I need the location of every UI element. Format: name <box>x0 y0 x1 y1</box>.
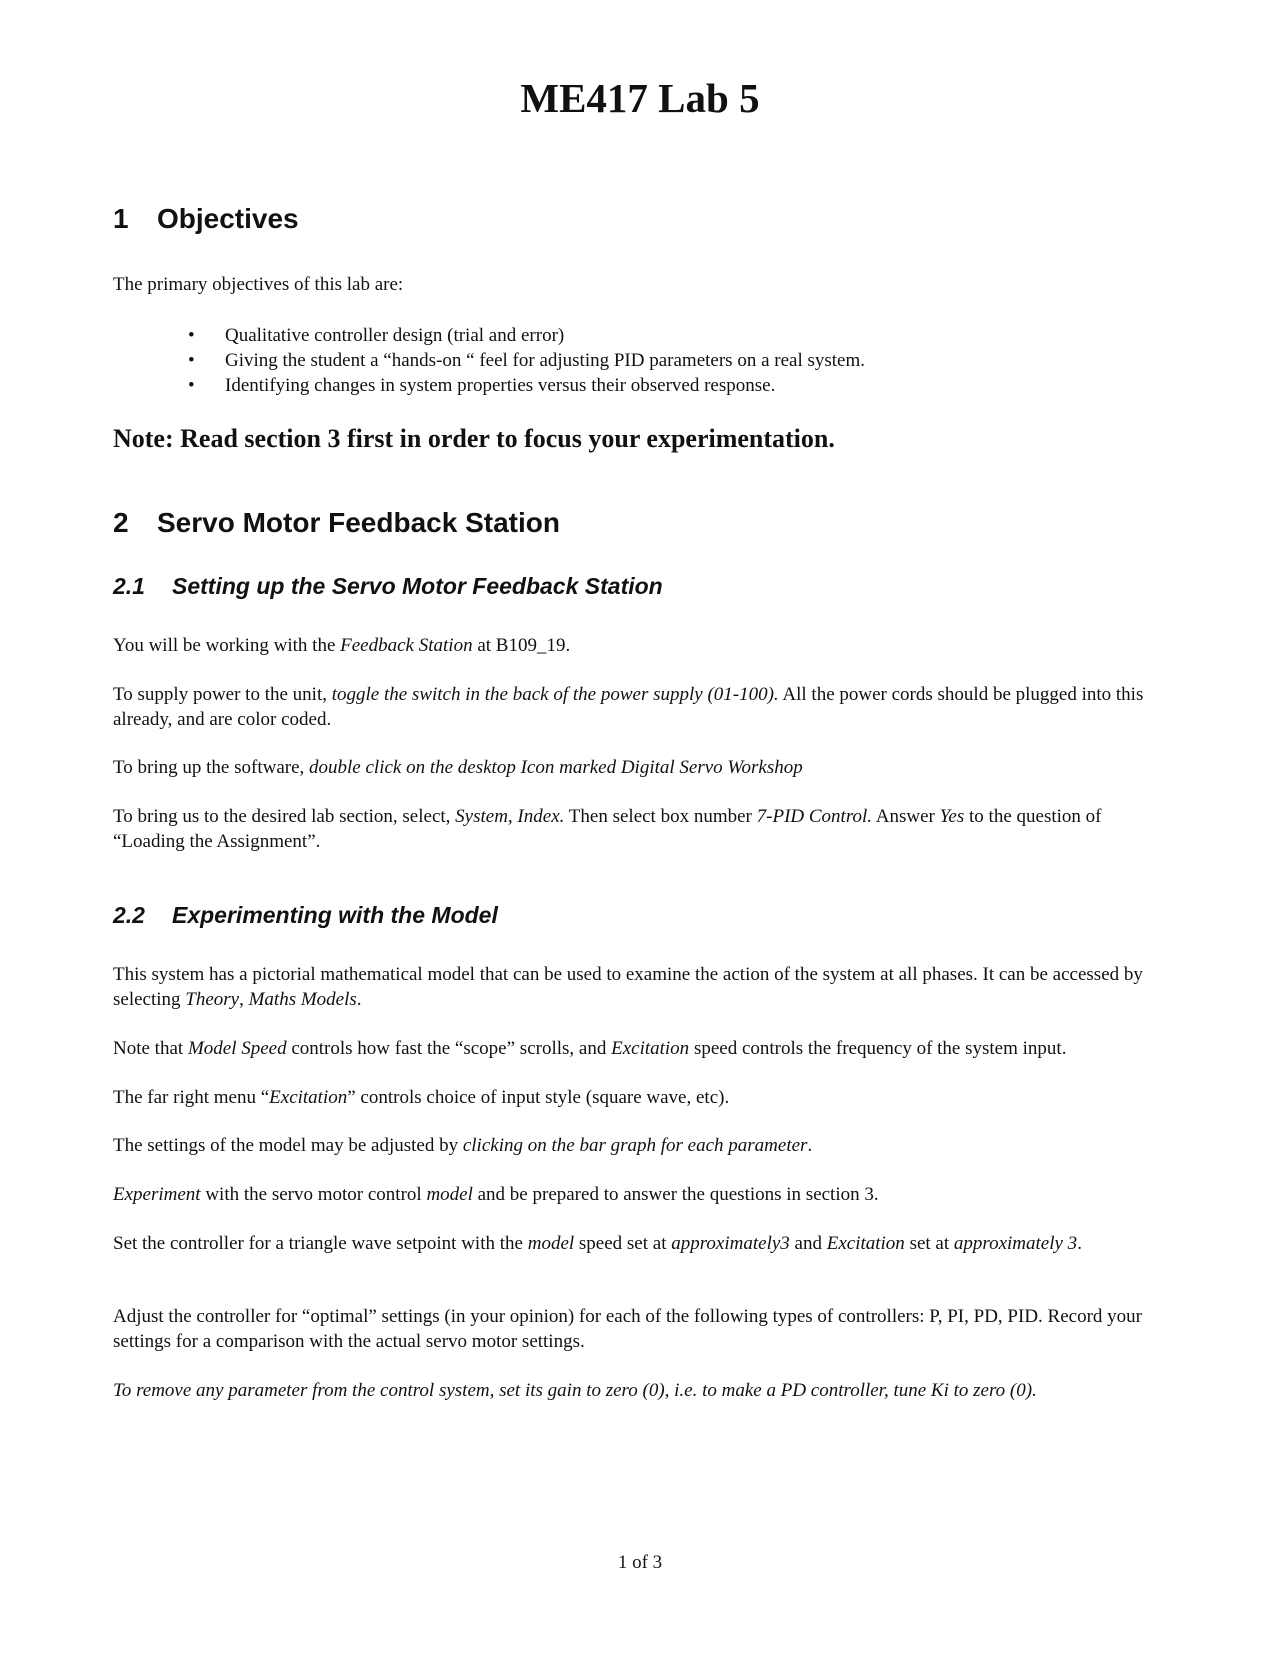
objectives-intro: The primary objectives of this lab are: <box>113 274 404 295</box>
section-number: 2.2 <box>113 902 145 928</box>
section-title: Setting up the Servo Motor Feedback Station <box>172 573 663 599</box>
objectives-list <box>188 323 865 398</box>
list-item: • Identifying changes in system properties versus their observed response. <box>188 375 776 396</box>
paragraph-triangle-wave: Set the controller for a triangle wave setpoint with the model speed set at approximately3 and Excitation set at approximately 3. <box>113 1233 1082 1254</box>
paragraph-station: You will be working with the Feedback Station at B109_19. <box>113 635 571 656</box>
section-number: 2.1 <box>113 573 145 599</box>
paragraph-lab-section: To bring us to the desired lab section, select, System, Index. Then select box number 7-PID Control. Answer Yes to the question of “Loading the Assignment”. <box>113 806 1102 852</box>
section-number: 1 <box>113 203 129 234</box>
page-number: 1 of 3 <box>617 1552 663 1573</box>
bullet-icon: • <box>188 375 195 396</box>
paragraph-software: To bring up the software, double click on the desktop Icon marked Digital Servo Workshop <box>113 757 803 778</box>
paragraph-model-speed: Note that Model Speed controls how fast the “scope” scrolls, and Excitation speed controls the frequency of the system input. <box>113 1038 1067 1059</box>
list-item: • Qualitative controller design (trial and error) <box>188 325 565 346</box>
section-2-1-heading <box>113 573 663 600</box>
focus-note: Note: Read section 3 first in order to focus your experimentation. <box>113 424 835 453</box>
section-title: Objectives <box>157 203 299 234</box>
section-number: 2 <box>113 507 129 538</box>
paragraph-remove-parameter: To remove any parameter from the control system, set its gain to zero (0), i.e. to make a PD controller, tune Ki to zero (0). <box>113 1380 1037 1401</box>
paragraph-experiment: Experiment with the servo motor control model and be prepared to answer the questions in section 3. <box>113 1184 879 1205</box>
section-2-heading <box>113 507 560 539</box>
bullet-icon: • <box>188 325 195 346</box>
section-1-heading <box>113 203 299 235</box>
section-2-2-heading <box>113 902 498 929</box>
paragraph-excitation-menu: The far right menu “Excitation” controls choice of input style (square wave, etc). <box>113 1087 730 1108</box>
document-title: ME417 Lab 5 <box>520 75 760 121</box>
bullet-icon: • <box>188 350 195 371</box>
paragraph-model: This system has a pictorial mathematical model that can be used to examine the action of the system at all phases. It can be accessed by selecting Theory, Maths Models. <box>113 964 1143 1010</box>
list-item: • Giving the student a “hands-on “ feel for adjusting PID parameters on a real system. <box>188 350 866 371</box>
section-title: Experimenting with the Model <box>172 902 498 928</box>
paragraph-settings: The settings of the model may be adjusted by clicking on the bar graph for each parameter. <box>113 1135 813 1156</box>
paragraph-optimal-settings: Adjust the controller for “optimal” settings (in your opinion) for each of the following types of controllers: P, PI, PD, PID. Record your settings for a comparison with the actual servo motor settings. <box>113 1306 1142 1352</box>
section-title: Servo Motor Feedback Station <box>157 507 560 538</box>
paragraph-power: To supply power to the unit, toggle the switch in the back of the power supply (01-100). All the power cords should be plugged into this already, and are color coded. <box>113 684 1144 730</box>
